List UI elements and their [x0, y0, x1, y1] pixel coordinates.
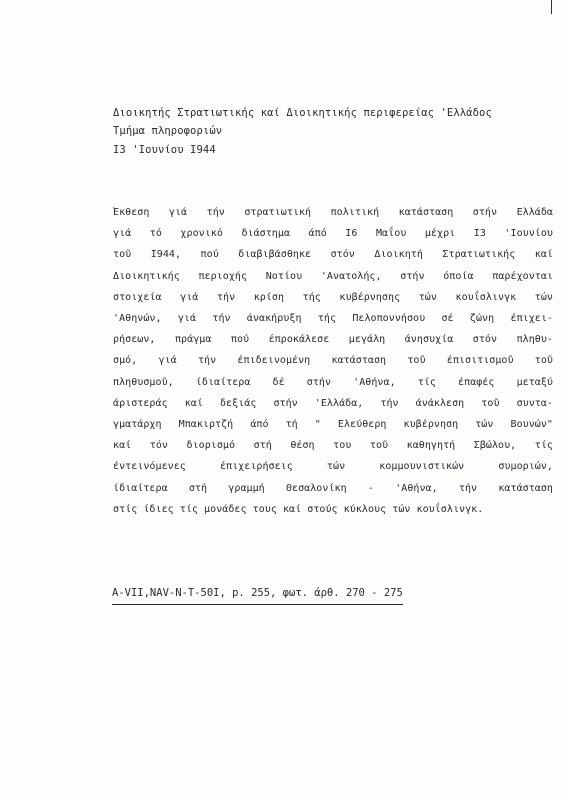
document-header [113, 104, 553, 159]
body-line: πληθυσμοῦ, ίδιαίτερα δέ στήν 'Αθήνα, τίς έπαφές μεταξύ [113, 376, 553, 388]
body-line: άριστεράς καί δεξιάς στήν 'Ελλάδα, τήν άνάκλεση τοῦ συντα- [113, 397, 553, 409]
body-line: ίδιαίτερα στή γραμμή Θεσαλονίκη - 'Αθήνα, τήν κατάσταση [113, 482, 553, 494]
report-summary [113, 202, 553, 520]
body-line: στοιχεία γιά τήν κρίση τής κυβέρνησης τών κουΐσλινγκ τών [113, 291, 553, 303]
body-line: Διοικητικής περιοχής Νοτίου 'Ανατολής, στήν όποία παρέχονται [113, 270, 553, 282]
body-line: στίς ίδιες τίς μονάδες τους καί στούς κύκλους τών κουΐσλινγκ. [113, 503, 484, 515]
body-line: έντεινόμενες έπιχειρήσεις τών κομμουνιστικών συμοριών, [113, 461, 553, 473]
header-authority: Διοικητής Στρατιωτικής καί Διοικητικής περιφερείας 'Ελλάδος [113, 107, 492, 119]
body-line: γματάρχη Μπακιρτζή άπό τή " Ελεύθερη κυβέρνηση τών Βουνών" [113, 419, 553, 431]
page-edge-mark [551, 0, 552, 14]
body-line: σμό, γιά τήν έπιδεινομένη κατάσταση τοῦ έπισιτισμοῦ τοῦ [113, 355, 553, 367]
header-date: I3 'Ιουνίου I944 [113, 144, 216, 156]
body-line: καί τόν διορισμό στή θέση του τοῦ καθηγητή Σβώλου, τίς [113, 440, 553, 452]
header-department: Τμήμα πληροφοριών [113, 125, 223, 137]
body-line: ρήσεων, πράγμα πού έπροκάλεσε μεγάλη άνησυχία στόν πληθυ- [113, 334, 553, 346]
body-line: γιά τό χρονικό διάστημα άπό I6 Μαΐου μέχρι I3 'Ιουνίου [113, 228, 553, 240]
body-line: 'Αθηνών, γιά τήν άνακήρυξη τής Πελοποννήσου σέ ζώνη έπιχει- [113, 313, 553, 325]
body-line: Έκθεση γιά τήν στρατιωτική πολιτική κατάσταση στήν Ελλάδα [113, 207, 553, 218]
body-line: τοῦ I944, πού διαβιβάσθηκε στόν Διοικητή Στρατιωτικής καί [113, 249, 553, 261]
archive-reference: A-VII,NAV-N-T-50I, p. 255, φωτ. άρθ. 270 - 275 [112, 585, 403, 605]
